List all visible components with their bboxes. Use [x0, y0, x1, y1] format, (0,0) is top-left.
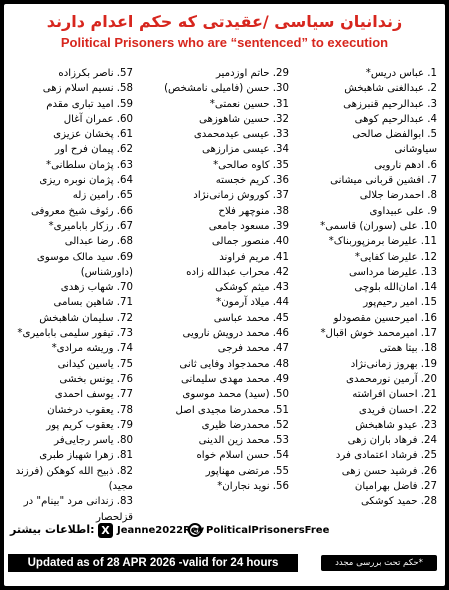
- prisoner-list-item: 46. محمد درویش نارویی: [182, 328, 289, 340]
- prisoner-list-item: 82. ذبیح الله کوهکن (فرزند مجید): [15, 465, 133, 493]
- prisoner-list-item: 78. یعقوب درخشان: [47, 404, 133, 416]
- prisoner-list-item: 75. یاسین کیدانی: [57, 358, 133, 370]
- prisoner-list-item: 55. مرتضی مهناپور: [205, 465, 289, 477]
- prisoner-list-item: 60. عمران آغال: [63, 113, 133, 125]
- review-note: *حکم تحت بررسی مجدد: [321, 555, 437, 571]
- prisoner-list-item: 28. حمید کوشکی: [360, 496, 437, 508]
- x-link[interactable]: [98, 523, 204, 538]
- prisoner-list-item: 13. علیرضا مرداسی: [348, 266, 437, 278]
- prisoner-list-item: 12. علیرضا کفایی*: [354, 251, 437, 263]
- prisoner-list-item: 45. محمد عباسی: [213, 312, 289, 324]
- prisoner-list-item: 31. حسین نعمتی*: [209, 98, 289, 110]
- prisoner-list-column-1: [301, 66, 437, 510]
- prisoner-list-item: 22. احسان فریدی: [358, 404, 437, 416]
- prisoner-list-item: 9. علی عبیداوی: [369, 205, 437, 217]
- prisoner-list-item: 40. منصور جمالی: [211, 236, 289, 248]
- prisoner-list-item: 79. یعقوب کریم پور: [46, 419, 133, 431]
- prisoner-list-item: 77. یوسف احمدی: [54, 389, 133, 401]
- x-handle: Jeanne2022Rev: [117, 525, 205, 536]
- prisoner-list-item: 70. شهاب زهدی: [60, 282, 133, 294]
- prisoner-list-item: 36. کریم خجسته: [215, 175, 289, 187]
- prisoner-list-item: 21. احسان افراشته: [352, 389, 437, 401]
- prisoner-list-item: 57. ناصر بکرزاده: [58, 68, 133, 79]
- prisoner-list-item: 41. مریم فراوند: [219, 251, 289, 263]
- poster-panel: [4, 4, 445, 586]
- prisoner-list-item: 15. امیر رحیم‌پور: [363, 297, 437, 309]
- prisoner-list-item: 43. میثم کوشکی: [215, 282, 289, 294]
- prisoner-list-item: 48. محمدجواد وفایی ثانی: [179, 358, 289, 370]
- prisoner-list-item: 52. محمدرضا ظیری: [201, 419, 289, 431]
- footer-links: [4, 523, 445, 545]
- prisoner-list-item: 16. امیرحسین مقصودلو: [333, 312, 437, 324]
- prisoner-list-item: 33. عیسی عیدمحمدی: [193, 129, 289, 141]
- prisoner-list-item: 38. منوچهر فلاح: [218, 205, 289, 217]
- prisoner-list-item: 39. مسعود جامعی: [208, 220, 289, 232]
- prisoner-list-item: 49. محمد مهدی سلیمانی: [181, 373, 289, 385]
- prisoner-list-item: 74. وریشه مرادی*: [51, 343, 133, 355]
- prisoner-list-item: 34. عیسی مزارزهی: [201, 144, 289, 156]
- prisoner-list-item: 7. افشین قربانی میشانی: [330, 175, 437, 187]
- prisoner-list-item: 37. کوروش زمانی‌نژاد: [193, 190, 289, 202]
- prisoner-list-item: 25. فرشاد اعتمادی فرد: [335, 450, 437, 462]
- prisoner-list-item: 17. امیرمحمد خوش اقبال*: [320, 328, 437, 340]
- prisoner-list-item: 44. میلاد آرمون*: [216, 297, 289, 309]
- page-title-english: Political Prisoners who are “sentenced” to execution: [60, 35, 389, 50]
- prisoner-list-item: 81. زهرا شهباز طبری: [39, 450, 133, 462]
- prisoner-list-item: 5. ابوالفضل صالحی: [352, 129, 437, 141]
- prisoner-list-column-2: [139, 66, 289, 494]
- prisoner-list-item: 68. رضا عبدالی: [64, 236, 133, 248]
- prisoner-list-item: 18. بیتا همتی: [379, 343, 437, 355]
- prisoner-list-item: 50. (سید) محمد موسوی: [182, 389, 289, 401]
- prisoner-list-item: 66. رئوف شیخ معروفی: [31, 205, 133, 217]
- prisoner-list-item: 54. حسن اسلام خواه: [196, 450, 289, 462]
- prisoner-list-item: 6. ادهم نارویی: [374, 159, 437, 171]
- x-logo-icon: X: [98, 523, 113, 538]
- prisoner-list-item: 58. نسیم اسلام زهی: [42, 83, 133, 95]
- instagram-handle: PoliticalPrisonersFree: [206, 524, 330, 536]
- prisoner-list-item: 4. عبدالرحیم کوهی: [354, 113, 437, 125]
- prisoner-list-item: 24. فرهاد باران زهی: [347, 435, 437, 447]
- instagram-link[interactable]: [188, 523, 329, 537]
- prisoner-list-item: 1. عباس دریس*: [365, 68, 437, 79]
- prisoner-list-item: 73. تیفور سلیمی باباميری*: [17, 328, 133, 340]
- prisoner-list-column-3: [9, 66, 133, 525]
- prisoner-list-item: 64. پژمان نوبره ریزی: [39, 175, 133, 187]
- prisoner-list-item: 80. یاسر رجایی‌فر: [54, 435, 133, 447]
- prisoner-list-item: 3. عبدالرحیم قنبرزهی: [343, 98, 437, 110]
- prisoner-list-item: 51. محمدرضا مجیدی اصل: [175, 404, 289, 416]
- prisoner-list-item: 53. محمد زین الدینی: [198, 435, 289, 447]
- prisoner-list-item: 35. کاوه صالحی*: [213, 159, 289, 171]
- prisoner-list-item: 47. محمد فرجی: [217, 343, 289, 355]
- prisoner-list-item: 67. رزکار باباميری*: [48, 220, 133, 232]
- prisoner-list-item: 8. احمدرضا جلالی: [359, 190, 437, 202]
- more-info-label: :اطلاعات بیشتر: [10, 523, 95, 536]
- page-title-persian: زندانیان سیاسی /عقیدتی که حکم اعدام دارند: [46, 12, 403, 31]
- prisoner-list-item: 59. امید تباری مقدم: [46, 98, 133, 110]
- prisoner-list-item: 19. بهروز زمانی‌نژاد: [350, 358, 437, 370]
- prisoner-list-item: 32. حسین شاهوزهی: [199, 113, 289, 125]
- updated-banner: Updated as of 28 APR 2026 -valid for 24 hours: [8, 554, 298, 572]
- prisoner-list-item: 10. علی (سوران) قاسمی*: [320, 220, 437, 232]
- prisoner-list-item: 11. علیرضا برمزپوربناک*: [328, 236, 437, 248]
- prisoner-list-item: 62. پیمان فرح اور: [54, 144, 133, 156]
- prisoner-list-item: 61. پخشان عزیزی: [53, 129, 133, 141]
- prisoner-list-item: 69. سید مالک موسوی: [36, 251, 133, 263]
- prisoner-list-item: 63. پژمان سلطانی*: [46, 159, 133, 171]
- prisoner-list-item: 71. شاهین بسامی: [53, 297, 133, 309]
- prisoner-list-item: 65. رامین زله: [72, 190, 133, 202]
- prisoner-list-item: 20. آرمین نورمحمدی: [346, 373, 437, 385]
- prisoner-list-item: (داورشناس): [80, 266, 133, 278]
- prisoner-list-item: 14. امان‌الله بلوچی: [354, 282, 437, 294]
- prisoner-list-item: 42. محراب عبدالله زاده: [186, 266, 289, 278]
- prisoner-list-item: 83. زندانی مرد "بینام" در قزلحصار: [23, 496, 133, 523]
- prisoner-list-item: 27. فاضل بهرامیان: [354, 481, 437, 493]
- prisoner-list-item: 2. عبدالغنی شاهبخش: [344, 83, 437, 95]
- prisoner-list-item: 29. حاتم اوزدمیر: [215, 68, 289, 79]
- prisoner-list-item: 30. حسن (فامیلی نامشخص): [164, 83, 289, 95]
- prisoner-list-item: سیاوشانی: [394, 144, 437, 156]
- prisoner-list-item: 72. سلیمان شاهبخش: [39, 312, 133, 324]
- prisoner-list-item: 56. نوید نجاران*: [217, 481, 289, 493]
- prisoner-list-item: 23. عیدو شاهبخش: [355, 419, 437, 431]
- prisoner-list-item: 26. فرشید حسن زهی: [341, 465, 437, 477]
- prisoner-list-item: 76. یونس بخشی: [59, 373, 133, 385]
